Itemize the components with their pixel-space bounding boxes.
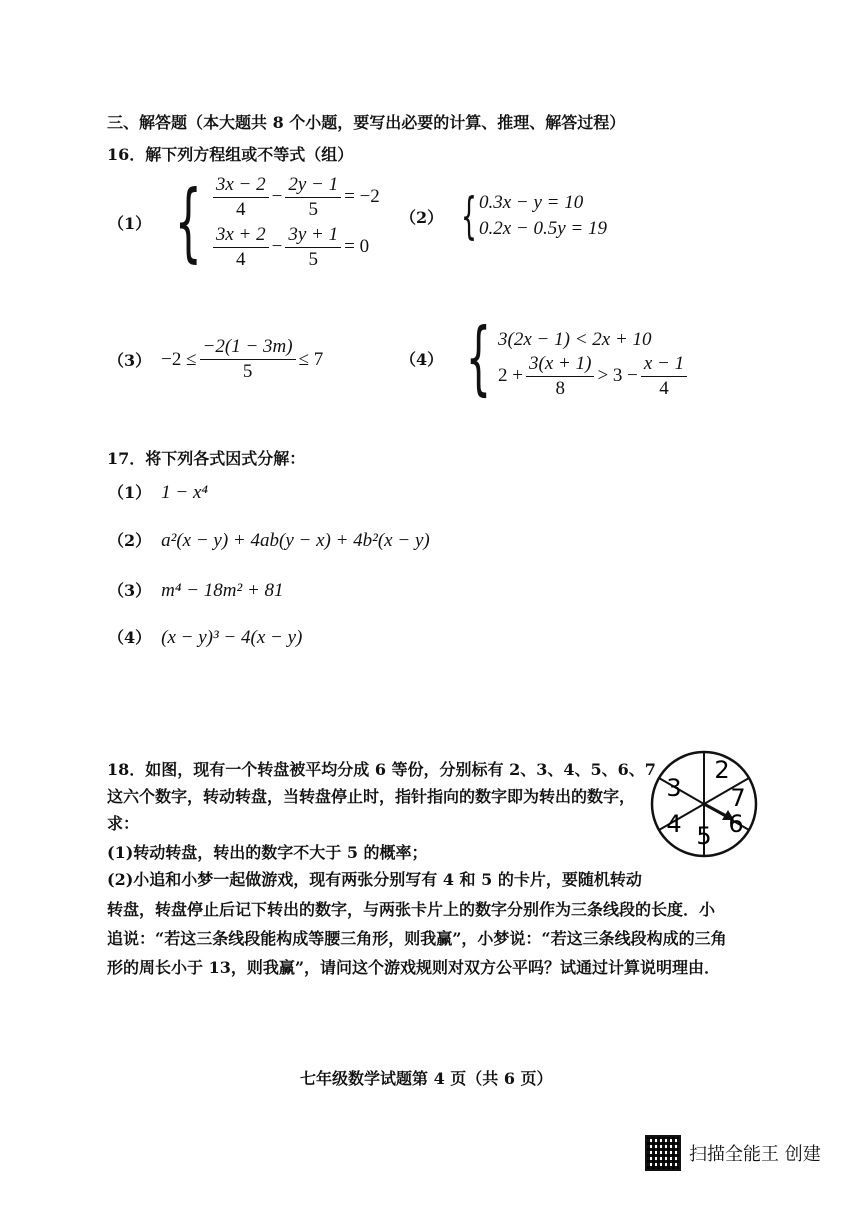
brace-icon: { xyxy=(174,172,203,272)
q16-part1: （1） { $\frac{3x - 2}{4}$ − $\frac{2y - 1}{5}$ = −2 $\frac{3x + 2}{4}$ − $\frac{3y + 1}{5}$ = 0 xyxy=(108,172,380,272)
q18-line: 求： xyxy=(107,814,140,833)
q17-item: （2） a²(x − y) + 4ab(y − x) + 4b²(x − y) xyxy=(108,530,430,551)
q16-part2-label: （2） xyxy=(400,207,444,227)
q18-line: (1)转动转盘，转出的数字不大于 5 的概率； xyxy=(107,843,428,862)
page-footer: 七年级数学试题第 4 页（共 6 页） xyxy=(300,1069,553,1088)
qr-code-icon xyxy=(645,1135,681,1171)
q18-line: 这六个数字，转动转盘，当转盘停止时，指针指向的数字即为转出的数字， xyxy=(107,787,636,806)
q17-item: （4） (x − y)³ − 4(x − y) xyxy=(108,627,303,648)
spinner-number: 7 xyxy=(730,784,746,812)
q17-stem: 17．将下列各式因式分解： xyxy=(107,449,306,468)
q17-item: （1） 1 − x⁴ xyxy=(108,482,209,503)
brace-icon: { xyxy=(465,311,492,404)
q16-part3: （3） −2 ≤ $\frac{-2(1 - 3m)}{5}$ ≤ 7 xyxy=(108,336,324,382)
spinner-number: 2 xyxy=(714,756,730,784)
q18-line: 形的周长小于 13，则我赢”，请问这个游戏规则对双方公平吗？试通过计算说明理由． xyxy=(107,958,721,977)
section-title: 三、解答题（本大题共 8 个小题，要写出必要的计算、推理、解答过程） xyxy=(107,113,626,132)
watermark xyxy=(645,1135,821,1171)
spinner-number: 6 xyxy=(728,810,744,838)
q18-line: 转盘，转盘停止后记下转出的数字，与两张卡片上的数字分别作为三条线段的长度．小 xyxy=(107,900,716,919)
brace-icon: { xyxy=(461,187,477,245)
q18-line: (2)小追和小梦一起做游戏，现有两张分别写有 4 和 5 的卡片，要随机转动 xyxy=(107,870,642,889)
q16-part4-label: （4） xyxy=(400,349,444,369)
q16-stem: 16．解下列方程组或不等式（组） xyxy=(107,145,354,164)
q16-part3-label: （3） xyxy=(108,351,152,370)
spinner-figure xyxy=(648,748,760,860)
spinner-number: 4 xyxy=(666,810,682,838)
q16-part1-label: （1） xyxy=(108,213,152,233)
q17-item: （3） m⁴ − 18m² + 81 xyxy=(108,580,284,601)
spinner-number: 5 xyxy=(696,822,712,850)
watermark-text: 扫描全能王 创建 xyxy=(689,1144,821,1165)
q18-line: 18．如图，现有一个转盘被平均分成 6 等份，分别标有 2、3、4、5、6、7 xyxy=(107,760,656,779)
q18-line: 追说：“若这三条线段能构成等腰三角形，则我赢”，小梦说：“若这三条线段构成的三角 xyxy=(107,929,727,948)
spinner-number: 3 xyxy=(666,774,682,802)
q16-part2: （2） { 0.3x − y = 10 0.2x − 0.5y = 19 xyxy=(400,187,607,245)
q16-part4: （4） { 3(2x − 1) < 2x + 10 2 + $\frac{3(x + 1)}{8}$ > 3 − $\frac{x - 1}{4}$ xyxy=(400,318,690,398)
